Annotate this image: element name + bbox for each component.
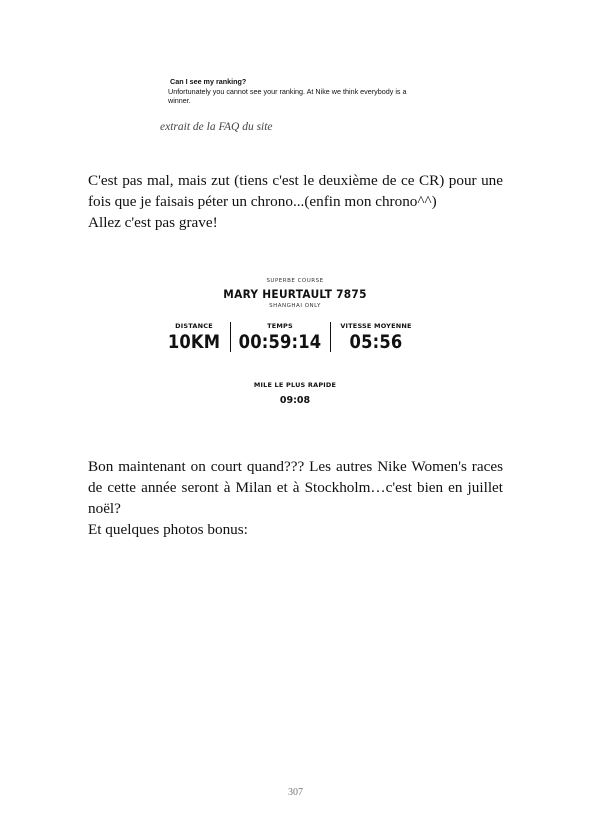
race-result-card: [160, 275, 430, 415]
fastest-mile-value: 09:08: [279, 395, 311, 406]
page-number: 307: [288, 787, 303, 798]
stat-temps-label: TEMPS: [267, 322, 293, 330]
faq-answer: Unfortunately you cannot see your ranking. At Nike we think everybody is a winner.: [168, 86, 407, 105]
stat-temps-value: 00:59:14: [238, 331, 322, 353]
card-superlabel: SUPERBE COURSE: [266, 278, 324, 284]
stat-vitesse-value: 05:56: [349, 331, 403, 353]
runner-name: MARY HEURTAULT 7875: [223, 287, 367, 301]
stat-temps: [230, 322, 330, 353]
stat-distance: [160, 322, 228, 353]
paragraph-2: [88, 456, 503, 540]
paragraph-1-line2: Allez c'est pas grave!: [88, 214, 218, 231]
faq-caption: extrait de la FAQ du site: [160, 121, 273, 133]
paragraph-1: [88, 170, 503, 233]
paragraph-2-text: Bon maintenant on court quand??? Les autres Nike Women's races de cette année seront à Milan et à Stockholm…c'est bien en juillet noël?: [88, 458, 503, 517]
stat-distance-label: DISTANCE: [175, 322, 213, 330]
paragraph-1-text: C'est pas mal, mais zut (tiens c'est le deuxième de ce CR) pour une fois que je faisais péter un chrono...(enfin mon chrono^^): [88, 172, 503, 210]
faq-question: Can I see my ranking?: [170, 77, 247, 86]
fastest-mile-label: MILE LE PLUS RAPIDE: [253, 381, 337, 389]
stat-vitesse-label: VITESSE MOYENNE: [340, 322, 412, 330]
card-sublabel: SHANGHAI ONLY: [269, 303, 321, 309]
stat-vitesse: [330, 322, 422, 353]
faq-excerpt: [168, 77, 430, 106]
stat-distance-value: 10KM: [167, 331, 221, 353]
paragraph-2-line2: Et quelques photos bonus:: [88, 521, 248, 538]
